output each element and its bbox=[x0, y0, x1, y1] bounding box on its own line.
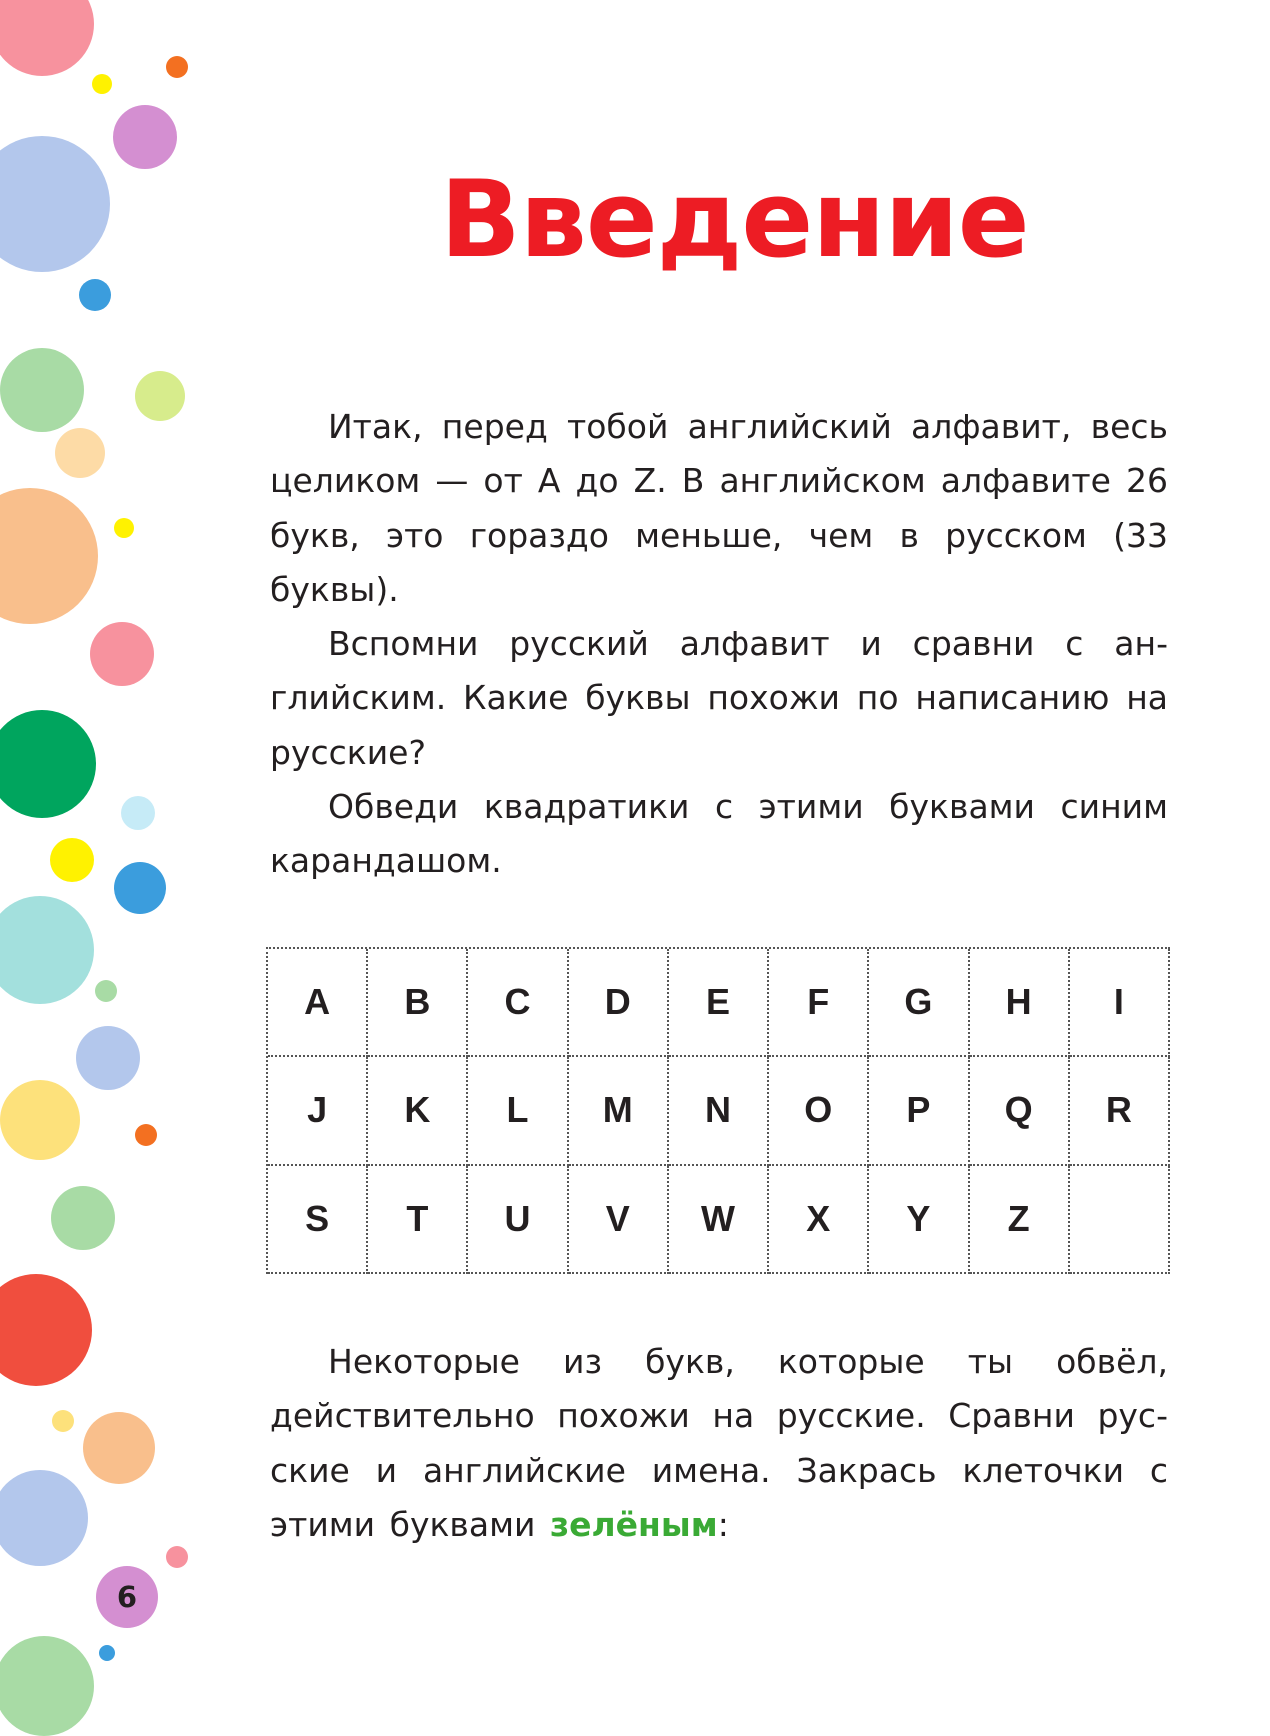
decorative-dot bbox=[52, 1410, 74, 1432]
decorative-dot bbox=[76, 1026, 140, 1090]
letter-cell-l[interactable]: L bbox=[468, 1057, 568, 1165]
decorative-dot bbox=[90, 622, 154, 686]
letter-cell-b[interactable]: B bbox=[368, 949, 468, 1057]
intro-text bbox=[270, 400, 1168, 889]
decorative-dot bbox=[0, 1080, 80, 1160]
intro-paragraph: Обведи квадратики с этими буквами синим карандашом. bbox=[270, 787, 1168, 881]
decorative-dot bbox=[50, 838, 94, 882]
decorative-dot bbox=[0, 1470, 88, 1566]
letter-cell-t[interactable]: T bbox=[368, 1166, 468, 1274]
decorative-dot bbox=[121, 796, 155, 830]
decorative-dot bbox=[166, 56, 188, 78]
outro-text bbox=[270, 1335, 1168, 1552]
letter-cell-h[interactable]: H bbox=[970, 949, 1070, 1057]
decorative-dot bbox=[0, 348, 84, 432]
decorative-dot bbox=[113, 105, 177, 169]
letter-cell-k[interactable]: K bbox=[368, 1057, 468, 1165]
intro-paragraph: Итак, перед тобой английский алфавит, весь целиком — от A до Z. В английском алфавите 26 букв, это гораздо меньше, чем в русском (33 буквы). bbox=[270, 407, 1168, 609]
letter-cell-o[interactable]: O bbox=[769, 1057, 869, 1165]
letter-cell-i[interactable]: I bbox=[1070, 949, 1170, 1057]
alphabet-grid bbox=[266, 947, 1170, 1274]
decorative-dot bbox=[51, 1186, 115, 1250]
decorative-dot bbox=[95, 980, 117, 1002]
outro-body: Некоторые из букв, которые ты обвёл, действительно похожи на русские. Сравни русские и английские имена. Закрась клеточки с этими буквами bbox=[270, 1342, 1168, 1544]
letter-cell-w[interactable]: W bbox=[669, 1166, 769, 1274]
letter-cell-f[interactable]: F bbox=[769, 949, 869, 1057]
decorative-dot bbox=[0, 488, 98, 624]
letter-cell-x[interactable]: X bbox=[769, 1166, 869, 1274]
letter-cell-g[interactable]: G bbox=[869, 949, 969, 1057]
decorative-dot bbox=[114, 862, 166, 914]
decorative-dot bbox=[135, 1124, 157, 1146]
letter-cell-v[interactable]: V bbox=[569, 1166, 669, 1274]
green-highlight-word: зелёным bbox=[549, 1504, 718, 1544]
decorative-dot bbox=[0, 1636, 94, 1736]
decorative-dot bbox=[0, 0, 94, 76]
letter-cell-e[interactable]: E bbox=[669, 949, 769, 1057]
decorative-dot bbox=[114, 518, 134, 538]
letter-cell-n[interactable]: N bbox=[669, 1057, 769, 1165]
letter-cell-y[interactable]: Y bbox=[869, 1166, 969, 1274]
decorative-dot bbox=[79, 279, 111, 311]
decorative-dot bbox=[166, 1546, 188, 1568]
letter-cell-p[interactable]: P bbox=[869, 1057, 969, 1165]
letter-cell-r[interactable]: R bbox=[1070, 1057, 1170, 1165]
decorative-dot bbox=[55, 428, 105, 478]
page-number-badge: 6 bbox=[96, 1566, 158, 1628]
decorative-dot bbox=[0, 896, 94, 1004]
letter-cell-s[interactable]: S bbox=[268, 1166, 368, 1274]
letter-cell-a[interactable]: A bbox=[268, 949, 368, 1057]
letter-cell-u[interactable]: U bbox=[468, 1166, 568, 1274]
decorative-dot bbox=[135, 371, 185, 421]
decorative-dot bbox=[92, 74, 112, 94]
letter-cell-empty[interactable] bbox=[1070, 1166, 1170, 1274]
decorative-dot bbox=[83, 1412, 155, 1484]
decorative-dot bbox=[99, 1645, 115, 1661]
decorative-dots bbox=[0, 0, 200, 1713]
letter-cell-m[interactable]: M bbox=[569, 1057, 669, 1165]
intro-paragraph: Вспомни русский алфавит и сравни с английским. Какие буквы похожи по написанию на русские? bbox=[270, 624, 1168, 772]
decorative-dot bbox=[0, 1274, 92, 1386]
outro-punct: : bbox=[717, 1504, 729, 1544]
decorative-dot bbox=[0, 710, 96, 818]
letter-cell-q[interactable]: Q bbox=[970, 1057, 1070, 1165]
page-title: Введение bbox=[440, 158, 1029, 281]
letter-cell-c[interactable]: C bbox=[468, 949, 568, 1057]
decorative-dot bbox=[0, 136, 110, 272]
outro-paragraph bbox=[270, 1335, 1168, 1552]
letter-cell-z[interactable]: Z bbox=[970, 1166, 1070, 1274]
letter-cell-j[interactable]: J bbox=[268, 1057, 368, 1165]
letter-cell-d[interactable]: D bbox=[569, 949, 669, 1057]
